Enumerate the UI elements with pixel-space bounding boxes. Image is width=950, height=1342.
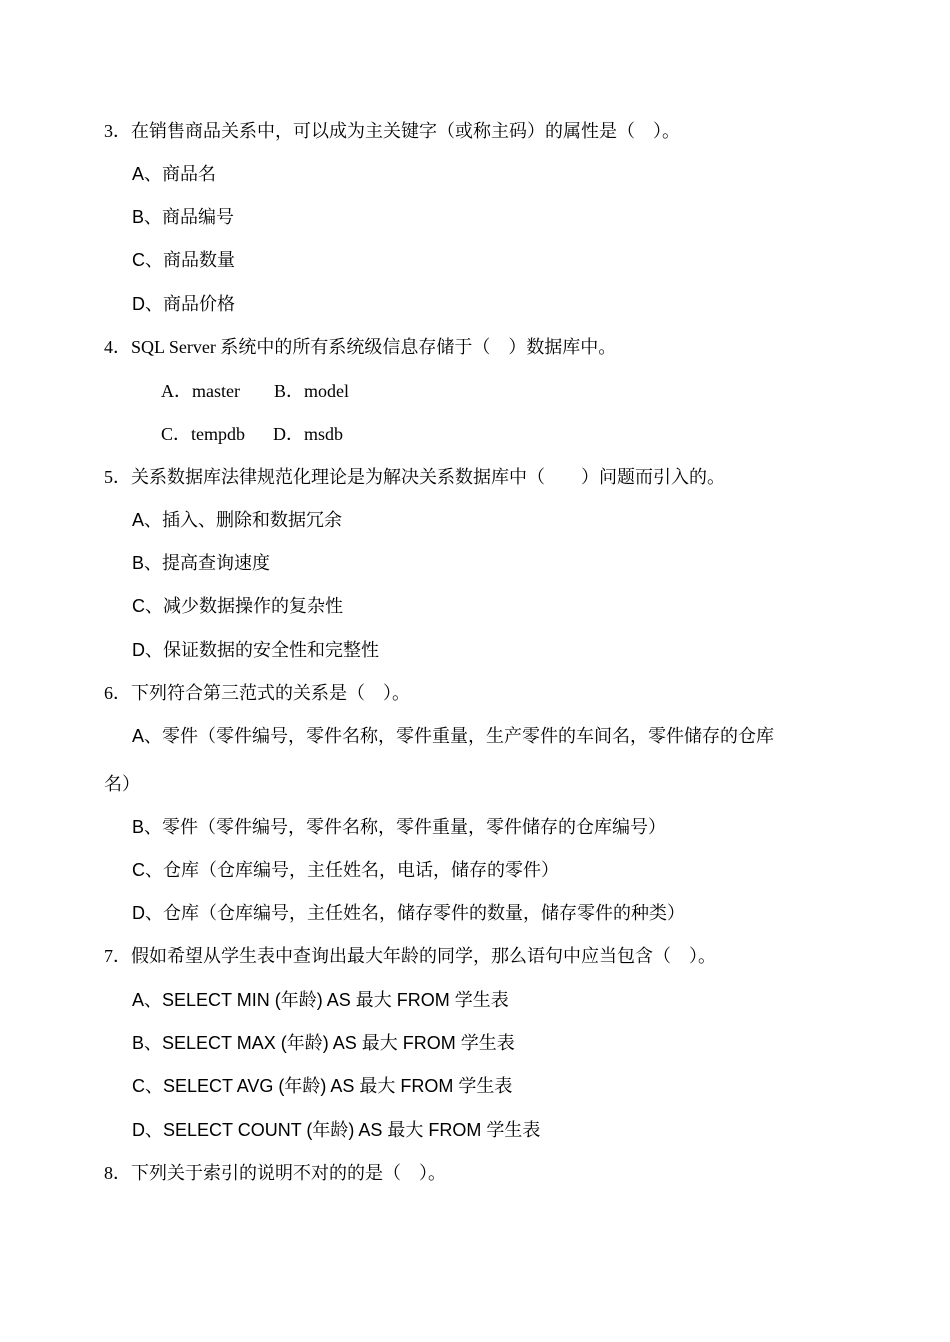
question-3-option-a: A、商品名 [132,164,217,184]
question-6-stem: 6．下列符合第三范式的关系是（ ）。 [104,683,410,703]
question-8-stem: 8．下列关于索引的说明不对的的是（ ）。 [104,1163,446,1183]
question-6-option-a-line-1: A、零件（零件编号，零件名称，零件重量，生产零件的车间名，零件储存的仓库 [132,726,775,746]
question-6-option-d: D、仓库（仓库编号，主任姓名，储存零件的数量，储存零件的种类） [132,903,685,923]
question-4-options-row-1 [161,379,349,403]
question-4-stem: 4．SQL Server 系统中的所有系统级信息存储于（ ）数据库中。 [104,337,617,357]
question-6-option-b: B、零件（零件编号，零件名称，零件重量，零件储存的仓库编号） [132,817,667,837]
question-5-stem: 5．关系数据库法律规范化理论是为解决关系数据库中（ ）问题而引入的。 [104,467,725,487]
question-5-option-a: A、插入、删除和数据冗余 [132,510,343,530]
question-7-option-d: D、SELECT COUNT (年龄) AS 最大 FROM 学生表 [132,1120,541,1140]
question-4-options-row-2 [161,422,343,446]
question-4-option-d: D．msdb [273,424,344,444]
question-3-stem: 3．在销售商品关系中，可以成为主关键字（或称主码）的属性是（ ）。 [104,121,680,141]
question-6-option-c: C、仓库（仓库编号，主任姓名，电话，储存的零件） [132,860,559,880]
question-4-option-b: B．model [273,381,349,401]
question-4-option-a: A．master [161,381,240,401]
question-7-stem: 7．假如希望从学生表中查询出最大年龄的同学，那么语句中应当包含（ ）。 [104,946,716,966]
question-3-option-c: C、商品数量 [132,250,235,270]
question-7-option-b: B、SELECT MAX (年龄) AS 最大 FROM 学生表 [132,1033,515,1053]
question-5-option-d: D、保证数据的安全性和完整性 [132,640,379,660]
question-5-option-b: B、提高查询速度 [132,553,271,573]
question-3-option-b: B、商品编号 [132,207,235,227]
question-7-option-a: A、SELECT MIN (年龄) AS 最大 FROM 学生表 [132,990,509,1010]
question-6-option-a-line-2: 名） [104,774,140,794]
question-4-option-c: C．tempdb [161,424,245,444]
question-7-option-c: C、SELECT AVG (年龄) AS 最大 FROM 学生表 [132,1076,513,1096]
question-3-option-d: D、商品价格 [132,294,235,314]
question-5-option-c: C、减少数据操作的复杂性 [132,596,343,616]
